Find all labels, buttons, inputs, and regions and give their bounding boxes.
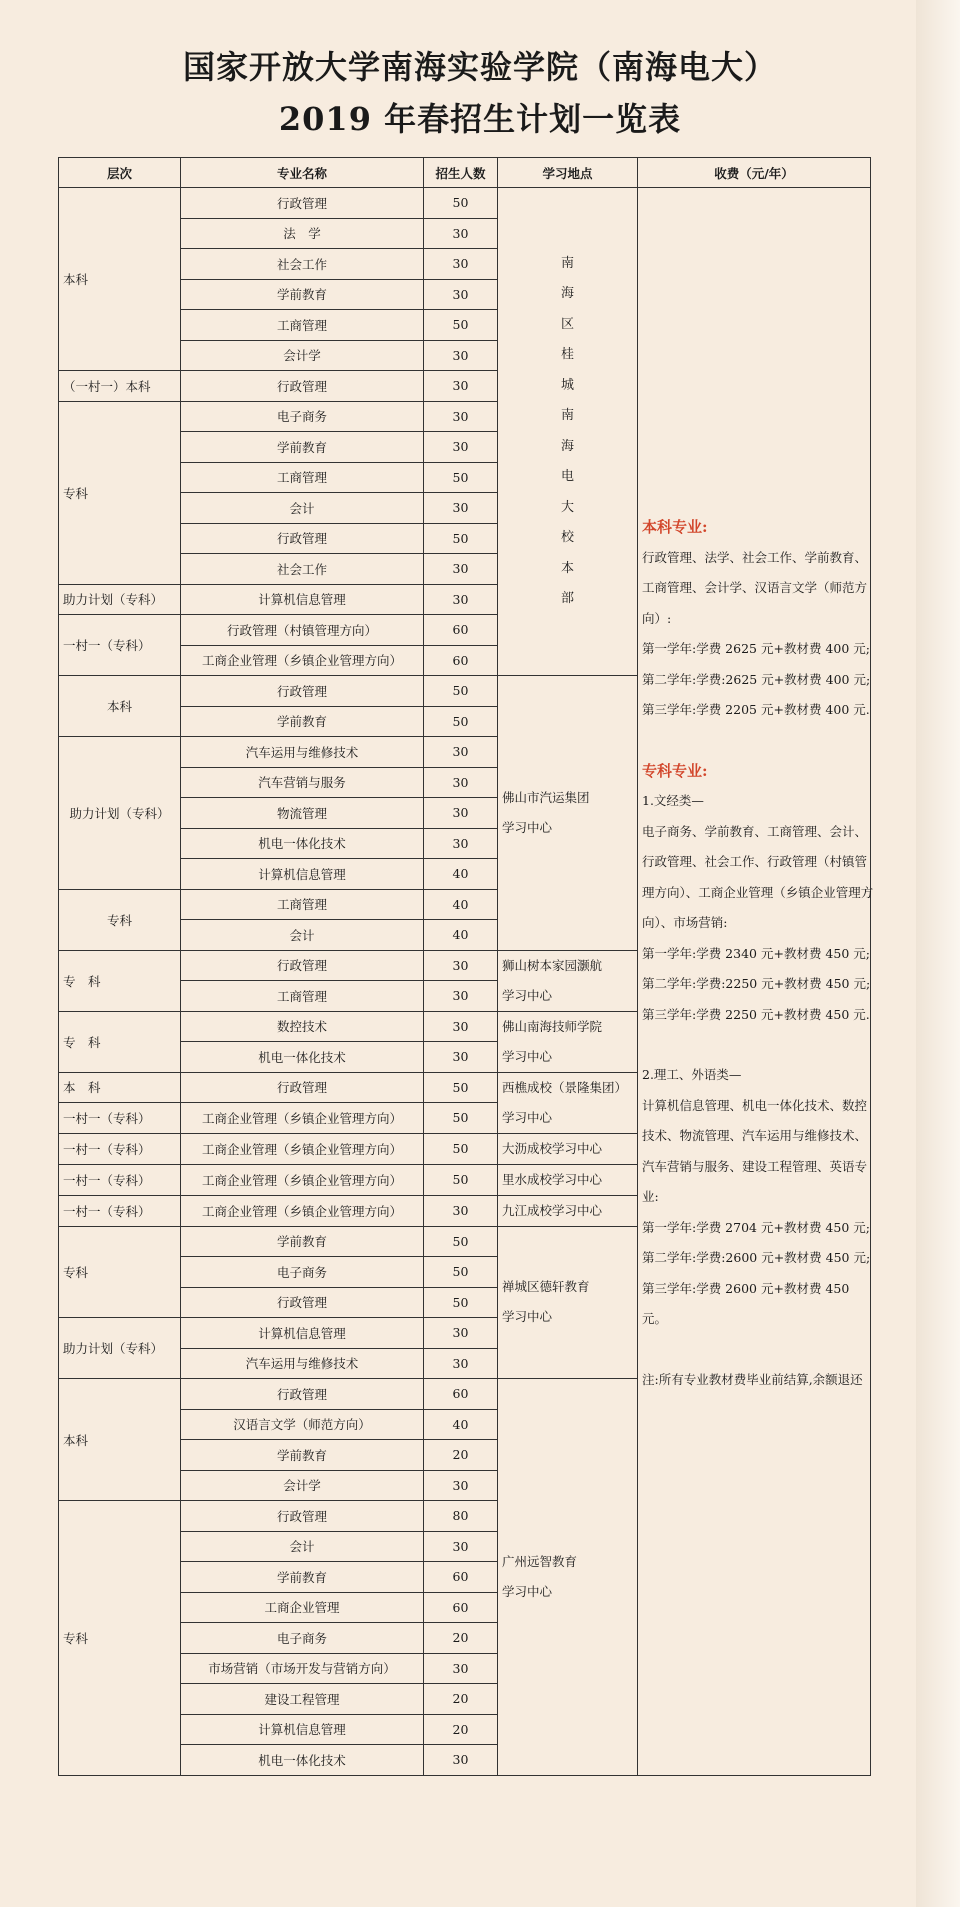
count-cell: 60 bbox=[424, 645, 498, 676]
fee-undergrad-majors: 行政管理、法学、社会工作、学前教育、工商管理、会计学、汉语言文学（师范方向）: bbox=[642, 549, 868, 626]
major-cell: 工商企业管理（乡镇企业管理方向） bbox=[181, 1133, 424, 1164]
major-cell: 市场营销（市场开发与营销方向） bbox=[181, 1653, 424, 1684]
major-cell: 工商企业管理（乡镇企业管理方向） bbox=[181, 645, 424, 676]
major-cell: 汉语言文学（师范方向） bbox=[181, 1409, 424, 1440]
count-cell: 30 bbox=[424, 1653, 498, 1684]
fee-undergrad-year2: 第二学年:学费:2625 元+教材费 400 元; bbox=[642, 671, 871, 687]
level-cell: 专 科 bbox=[59, 1011, 181, 1072]
table-header-row bbox=[59, 158, 871, 188]
location-cell bbox=[498, 950, 638, 1011]
major-cell: 行政管理 bbox=[181, 1072, 424, 1103]
major-cell: 会计 bbox=[181, 1531, 424, 1562]
fee-science-year1: 第一学年:学费 2704 元+教材费 450 元; bbox=[642, 1219, 870, 1235]
count-cell: 50 bbox=[424, 523, 498, 554]
location-cell bbox=[498, 1226, 638, 1379]
fee-arts-majors: 电子商务、学前教育、工商管理、会计、行政管理、社会工作、行政管理（村镇管理方向）、工商企业管理（乡镇企业管理方向）、市场营销: bbox=[642, 823, 874, 930]
major-cell: 行政管理 bbox=[181, 188, 424, 219]
major-cell: 社会工作 bbox=[181, 249, 424, 280]
count-cell: 80 bbox=[424, 1501, 498, 1532]
count-cell: 30 bbox=[424, 737, 498, 768]
fee-science-year2: 第二学年:学费:2600 元+教材费 450 元; bbox=[642, 1250, 871, 1265]
count-cell: 30 bbox=[424, 340, 498, 371]
location-line: 学习中心 bbox=[502, 1309, 553, 1325]
fee-science-heading: 2.理工、外语类— bbox=[642, 1067, 742, 1082]
level-cell: 一村一（专科） bbox=[59, 1103, 181, 1134]
major-cell: 汽车营销与服务 bbox=[181, 767, 424, 798]
location-cell: 大沥成校学习中心 bbox=[498, 1133, 638, 1164]
count-cell: 20 bbox=[424, 1684, 498, 1715]
header-major: 专业名称 bbox=[181, 158, 424, 188]
count-cell: 40 bbox=[424, 1409, 498, 1440]
fee-undergrad-heading: 本科专业: bbox=[642, 518, 708, 536]
count-cell: 50 bbox=[424, 1103, 498, 1134]
count-cell: 30 bbox=[424, 493, 498, 524]
count-cell: 50 bbox=[424, 310, 498, 341]
level-cell: 一村一（专科） bbox=[59, 615, 181, 676]
major-cell: 机电一体化技术 bbox=[181, 1745, 424, 1776]
count-cell: 50 bbox=[424, 462, 498, 493]
count-cell: 60 bbox=[424, 1379, 498, 1410]
major-cell: 计算机信息管理 bbox=[181, 859, 424, 890]
table-row bbox=[59, 188, 871, 219]
count-cell: 30 bbox=[424, 1042, 498, 1073]
count-cell: 30 bbox=[424, 371, 498, 402]
location-line: 学习中心 bbox=[502, 1048, 553, 1064]
count-cell: 30 bbox=[424, 584, 498, 615]
major-cell: 计算机信息管理 bbox=[181, 584, 424, 615]
level-cell: 本 科 bbox=[59, 1072, 181, 1103]
location-cell bbox=[498, 1379, 638, 1776]
major-cell: 行政管理（村镇管理方向） bbox=[181, 615, 424, 646]
page-subtitle: 2019 年春招生计划一览表 bbox=[278, 100, 682, 138]
location-cell: 里水成校学习中心 bbox=[498, 1164, 638, 1195]
count-cell: 30 bbox=[424, 828, 498, 859]
major-cell: 会计 bbox=[181, 920, 424, 951]
location-cell bbox=[498, 676, 638, 951]
major-cell: 机电一体化技术 bbox=[181, 828, 424, 859]
location-cell: 九江成校学习中心 bbox=[498, 1195, 638, 1226]
level-cell: 专科 bbox=[59, 1501, 181, 1776]
major-cell: 行政管理 bbox=[181, 1287, 424, 1318]
fee-arts-heading: 1.文经类— bbox=[642, 793, 704, 808]
count-cell: 50 bbox=[424, 188, 498, 219]
location-line: 学习中心 bbox=[502, 1109, 553, 1125]
major-cell: 计算机信息管理 bbox=[181, 1318, 424, 1349]
location-line: 狮山树本家园灏航 bbox=[502, 957, 603, 973]
spacer bbox=[642, 1335, 876, 1365]
level-cell: 助力计划（专科） bbox=[59, 737, 181, 890]
major-cell: 工商管理 bbox=[181, 310, 424, 341]
page-title: 国家开放大学南海实验学院（南海电大） bbox=[182, 48, 777, 86]
major-cell: 电子商务 bbox=[181, 1623, 424, 1654]
level-cell: 专科 bbox=[59, 401, 181, 584]
header-fee: 收费（元/年） bbox=[638, 158, 871, 188]
count-cell: 30 bbox=[424, 554, 498, 585]
count-cell: 30 bbox=[424, 1745, 498, 1776]
spacer bbox=[642, 1030, 876, 1060]
location-cell bbox=[498, 1011, 638, 1072]
level-cell: 一村一（专科） bbox=[59, 1133, 181, 1164]
major-cell: 工商管理 bbox=[181, 462, 424, 493]
count-cell: 30 bbox=[424, 249, 498, 280]
major-cell: 行政管理 bbox=[181, 950, 424, 981]
major-cell: 电子商务 bbox=[181, 1257, 424, 1288]
count-cell: 60 bbox=[424, 1562, 498, 1593]
major-cell: 建设工程管理 bbox=[181, 1684, 424, 1715]
major-cell: 数控技术 bbox=[181, 1011, 424, 1042]
fee-arts-year3: 第三学年:学费 2250 元+教材费 450 元. bbox=[642, 1006, 870, 1022]
level-cell: 一村一（专科） bbox=[59, 1164, 181, 1195]
count-cell: 30 bbox=[424, 767, 498, 798]
count-cell: 30 bbox=[424, 279, 498, 310]
location-cell bbox=[498, 188, 638, 676]
count-cell: 50 bbox=[424, 1072, 498, 1103]
major-cell: 工商企业管理（乡镇企业管理方向） bbox=[181, 1103, 424, 1134]
count-cell: 60 bbox=[424, 1592, 498, 1623]
level-cell: 本科 bbox=[59, 188, 181, 371]
major-cell: 行政管理 bbox=[181, 523, 424, 554]
location-line: 西樵成校（景隆集团） bbox=[502, 1079, 628, 1095]
count-cell: 40 bbox=[424, 889, 498, 920]
level-cell: 一村一（专科） bbox=[59, 1195, 181, 1226]
fee-note: 注:所有专业教材费毕业前结算,余额退还 bbox=[642, 1371, 863, 1387]
major-cell: 行政管理 bbox=[181, 1501, 424, 1532]
fee-arts-year2: 第二学年:学费:2250 元+教材费 450 元; bbox=[642, 976, 871, 991]
major-cell: 工商管理 bbox=[181, 981, 424, 1012]
fee-undergrad-year3: 第三学年:学费 2205 元+教材费 400 元. bbox=[642, 702, 870, 717]
count-cell: 30 bbox=[424, 1011, 498, 1042]
major-cell: 学前教育 bbox=[181, 1440, 424, 1471]
major-cell: 学前教育 bbox=[181, 706, 424, 737]
count-cell: 50 bbox=[424, 706, 498, 737]
major-cell: 会计 bbox=[181, 493, 424, 524]
header-level: 层次 bbox=[59, 158, 181, 188]
major-cell: 工商企业管理 bbox=[181, 1592, 424, 1623]
major-cell: 行政管理 bbox=[181, 676, 424, 707]
count-cell: 30 bbox=[424, 1531, 498, 1562]
location-text: 南海区桂城南海电大校本部 bbox=[560, 255, 574, 606]
major-cell: 行政管理 bbox=[181, 371, 424, 402]
level-cell: （一村一）本科 bbox=[59, 371, 181, 402]
major-cell: 汽车运用与维修技术 bbox=[181, 737, 424, 768]
major-cell: 学前教育 bbox=[181, 1226, 424, 1257]
major-cell: 学前教育 bbox=[181, 1562, 424, 1593]
major-cell: 法 学 bbox=[181, 218, 424, 249]
count-cell: 50 bbox=[424, 1287, 498, 1318]
count-cell: 60 bbox=[424, 615, 498, 646]
count-cell: 30 bbox=[424, 432, 498, 463]
count-cell: 30 bbox=[424, 981, 498, 1012]
fee-science-majors: 计算机信息管理、机电一体化技术、数控技术、物流管理、汽车运用与维修技术、汽车营销与服务、建设工程管理、英语专业: bbox=[642, 1097, 868, 1204]
level-cell: 专科 bbox=[59, 1226, 181, 1318]
count-cell: 30 bbox=[424, 401, 498, 432]
major-cell: 学前教育 bbox=[181, 279, 424, 310]
count-cell: 20 bbox=[424, 1623, 498, 1654]
count-cell: 30 bbox=[424, 218, 498, 249]
major-cell: 学前教育 bbox=[181, 432, 424, 463]
count-cell: 40 bbox=[424, 920, 498, 951]
major-cell: 行政管理 bbox=[181, 1379, 424, 1410]
level-cell: 本科 bbox=[59, 1379, 181, 1501]
major-cell: 社会工作 bbox=[181, 554, 424, 585]
header-count: 招生人数 bbox=[424, 158, 498, 188]
major-cell: 工商管理 bbox=[181, 889, 424, 920]
level-cell: 助力计划（专科） bbox=[59, 1318, 181, 1379]
count-cell: 30 bbox=[424, 950, 498, 981]
level-cell: 专科 bbox=[59, 889, 181, 950]
level-cell: 专 科 bbox=[59, 950, 181, 1011]
major-cell: 计算机信息管理 bbox=[181, 1714, 424, 1745]
location-line: 佛山南海技师学院 bbox=[502, 1018, 603, 1034]
count-cell: 40 bbox=[424, 859, 498, 890]
major-cell: 机电一体化技术 bbox=[181, 1042, 424, 1073]
major-cell: 会计学 bbox=[181, 1470, 424, 1501]
major-cell: 工商企业管理（乡镇企业管理方向） bbox=[181, 1195, 424, 1226]
location-cell bbox=[498, 1072, 638, 1133]
spacer bbox=[642, 726, 876, 756]
location-line: 广州远智教育 bbox=[502, 1553, 578, 1569]
location-line: 佛山市汽运集团 bbox=[502, 789, 590, 805]
level-cell: 助力计划（专科） bbox=[59, 584, 181, 615]
count-cell: 50 bbox=[424, 1133, 498, 1164]
count-cell: 30 bbox=[424, 1318, 498, 1349]
major-cell: 物流管理 bbox=[181, 798, 424, 829]
level-cell: 本科 bbox=[59, 676, 181, 737]
location-line: 学习中心 bbox=[502, 819, 553, 835]
major-cell: 工商企业管理（乡镇企业管理方向） bbox=[181, 1164, 424, 1195]
major-cell: 会计学 bbox=[181, 340, 424, 371]
count-cell: 30 bbox=[424, 1348, 498, 1379]
count-cell: 20 bbox=[424, 1714, 498, 1745]
major-cell: 电子商务 bbox=[181, 401, 424, 432]
paper-edge bbox=[916, 0, 960, 1907]
fee-arts-year1: 第一学年:学费 2340 元+教材费 450 元; bbox=[642, 945, 870, 961]
fee-description bbox=[642, 512, 876, 1395]
count-cell: 50 bbox=[424, 1257, 498, 1288]
count-cell: 50 bbox=[424, 1164, 498, 1195]
count-cell: 30 bbox=[424, 1470, 498, 1501]
count-cell: 30 bbox=[424, 1195, 498, 1226]
location-line: 学习中心 bbox=[502, 1583, 553, 1599]
header-location: 学习地点 bbox=[498, 158, 638, 188]
count-cell: 30 bbox=[424, 798, 498, 829]
count-cell: 50 bbox=[424, 1226, 498, 1257]
count-cell: 50 bbox=[424, 676, 498, 707]
location-line: 禅城区德轩教育 bbox=[502, 1279, 590, 1295]
fee-college-heading: 专科专业: bbox=[642, 761, 708, 780]
location-line: 学习中心 bbox=[502, 987, 553, 1003]
major-cell: 汽车运用与维修技术 bbox=[181, 1348, 424, 1379]
fee-science-year3: 第三学年:学费 2600 元+教材费 450 元。 bbox=[642, 1280, 850, 1326]
count-cell: 20 bbox=[424, 1440, 498, 1471]
fee-undergrad-year1: 第一学年:学费 2625 元+教材费 400 元; bbox=[642, 641, 870, 656]
